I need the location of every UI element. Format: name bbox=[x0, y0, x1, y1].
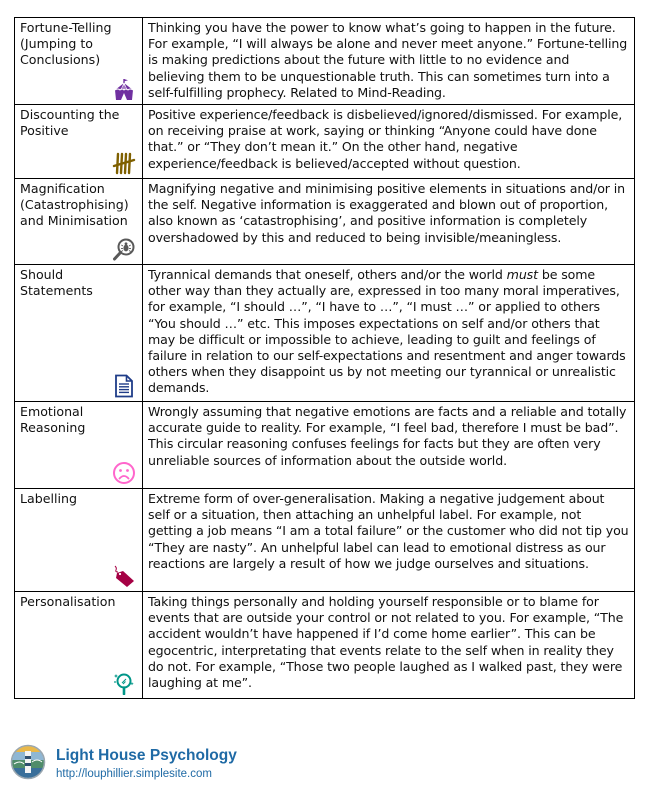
sad-face-icon bbox=[112, 461, 136, 485]
term-cell bbox=[15, 489, 143, 592]
description-cell bbox=[143, 265, 635, 402]
website-link[interactable]: http://louphillier.simplesite.com bbox=[56, 768, 212, 780]
term-label: Labelling bbox=[20, 491, 77, 507]
price-tag-icon bbox=[112, 564, 136, 588]
description-cell: Positive experience/feedback is disbelieved/ignored/dismissed. For example, on receiving praise at work, saying or thinking “Anyone could have done that.” or “They don’t mean it.” On the other hand, negative experience/feedback is believed/accepted without question. bbox=[143, 105, 635, 179]
description-cell: Thinking you have the power to know what’s going to happen in the future. For example, “I will always be alone and never meet anyone.” Fortune-telling is making predictions about the future with little to no evidence and believing them to be unquestionable truth. This can sometimes turn into a self-fulfilling prophecy. Related to Mind-Reading. bbox=[143, 18, 635, 105]
description-text: Tyrannical demands that oneself, others and/or the world bbox=[148, 267, 507, 283]
term-label: Should Statements bbox=[20, 267, 93, 299]
term-label: Fortune-Telling (Jumping to Conclusions) bbox=[20, 20, 112, 68]
term-cell bbox=[15, 105, 143, 179]
table-row bbox=[15, 265, 635, 402]
magnifier-bug-icon bbox=[112, 237, 136, 261]
term-cell bbox=[15, 18, 143, 105]
description-cell: Taking things personally and holding yourself responsible or to blame for events that are outside your control or not related to you. For example, “The accident wouldn’t have happened if I’d come home earlier”. This can be egocentric, interpretating that events relate to the self when in reality they do not. For example, “Those two people laughed as I walked past, they were laughing at me”. bbox=[143, 592, 635, 699]
description-cell: Magnifying negative and minimising positive elements in situations and/or in the self. Negative information is exaggerated and blown out of proportion, also known as ‘catastrophising’, and positive information is completely overshadowed by this and reduced to being invisible/meaningless. bbox=[143, 179, 635, 265]
document-icon bbox=[112, 374, 136, 398]
term-cell bbox=[15, 265, 143, 402]
tally-marks-icon bbox=[112, 151, 136, 175]
table-row bbox=[15, 105, 635, 179]
term-label: Magnification (Catastrophising) and Minimisation bbox=[20, 181, 129, 229]
term-cell bbox=[15, 179, 143, 265]
circus-tent-icon bbox=[112, 77, 136, 101]
table-row bbox=[15, 179, 635, 265]
table-row bbox=[15, 592, 635, 699]
description-cell: Extreme form of over-generalisation. Making a negative judgement about self or a situation, then attaching an unhelpful label. For example, not getting a job means “I am a total failure” or the customer who did not tip you “They are nasty”. An unhelpful label can lead to emotional distress as our reactions are largely a result of how we judge ourselves and situations. bbox=[143, 489, 635, 592]
term-cell bbox=[15, 592, 143, 699]
brand-name: Light House Psychology bbox=[56, 747, 237, 764]
table-row bbox=[15, 489, 635, 592]
emphasis-text: must bbox=[506, 267, 538, 283]
term-label: Emotional Reasoning bbox=[20, 404, 86, 436]
lighthouse-logo-icon bbox=[10, 744, 46, 780]
term-label: Personalisation bbox=[20, 594, 116, 610]
cognitive-distortions-table bbox=[14, 17, 635, 699]
hand-mirror-icon bbox=[112, 671, 136, 695]
term-cell bbox=[15, 402, 143, 489]
description-text: be some other way than they actually are, expressed in too many moral imperatives, for example, “I should …”, “I have to …”, “I must …” or applied to others “You should …” etc. This imposes expectations on self and/or others that may be difficult or impossible to achieve, leading to guilt and feelings of failure in relation to our self-expectations and resentment and anger towards others when they disappoint us by not meeting our tyrannical or unrealistic demands. bbox=[148, 267, 626, 396]
table-row bbox=[15, 402, 635, 489]
description-cell: Wrongly assuming that negative emotions are facts and a reliable and totally accurate guide to reality. For example, “I feel bad, therefore I must be bad”. This circular reasoning confuses feelings for facts but they are often very unreliable sources of information about the outside world. bbox=[143, 402, 635, 489]
term-label: Discounting the Positive bbox=[20, 107, 120, 139]
table-row bbox=[15, 18, 635, 105]
